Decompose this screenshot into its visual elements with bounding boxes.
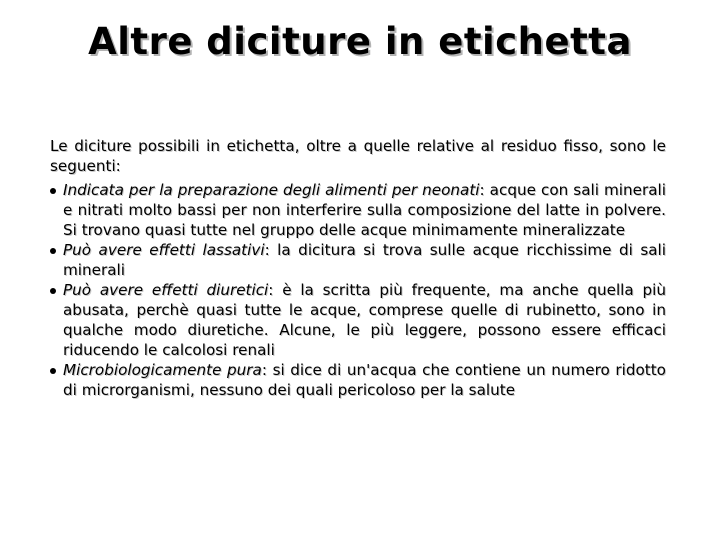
item-term: Microbiologicamente pura (63, 361, 262, 379)
item-description: : è la scritta più frequente, ma anche quella più abusata, perchè quasi tutte le acque, comprese quelle di rubinetto, sono in qualche modo diuretiche. Alcune, le più leggere, possono essere efficaci riducendo le calcolosi renali (63, 281, 666, 359)
list-item (50, 360, 666, 400)
bullet-icon (50, 188, 56, 194)
item-description: : si dice di un'acqua che contiene un numero ridotto di microrganismi, nessuno dei quali pericoloso per la salute (63, 361, 666, 399)
bullet-icon (50, 288, 56, 294)
label-wording-list (50, 180, 666, 400)
bullet-icon (50, 368, 56, 374)
slide-body (50, 136, 666, 400)
item-description: : acque con sali minerali e nitrati molto bassi per non interferire sulla composizione del latte in polvere. Si trovano quasi tutte nel gruppo delle acque minimamente mineralizzate (63, 181, 666, 239)
slide-title: Altre diciture in etichetta (88, 20, 632, 63)
item-description: : la dicitura si trova sulle acque ricchissime di sali minerali (63, 241, 666, 279)
item-term: Indicata per la preparazione degli alimenti per neonati (63, 181, 480, 199)
item-term: Può avere effetti lassativi (63, 241, 265, 259)
intro-text: Le diciture possibili in etichetta, oltre a quelle relative al residuo fisso, sono le seguenti: (50, 137, 666, 175)
item-term: Può avere effetti diuretici (63, 281, 269, 299)
list-item (50, 180, 666, 240)
list-item (50, 280, 666, 360)
bullet-icon (50, 248, 56, 254)
list-item (50, 240, 666, 280)
